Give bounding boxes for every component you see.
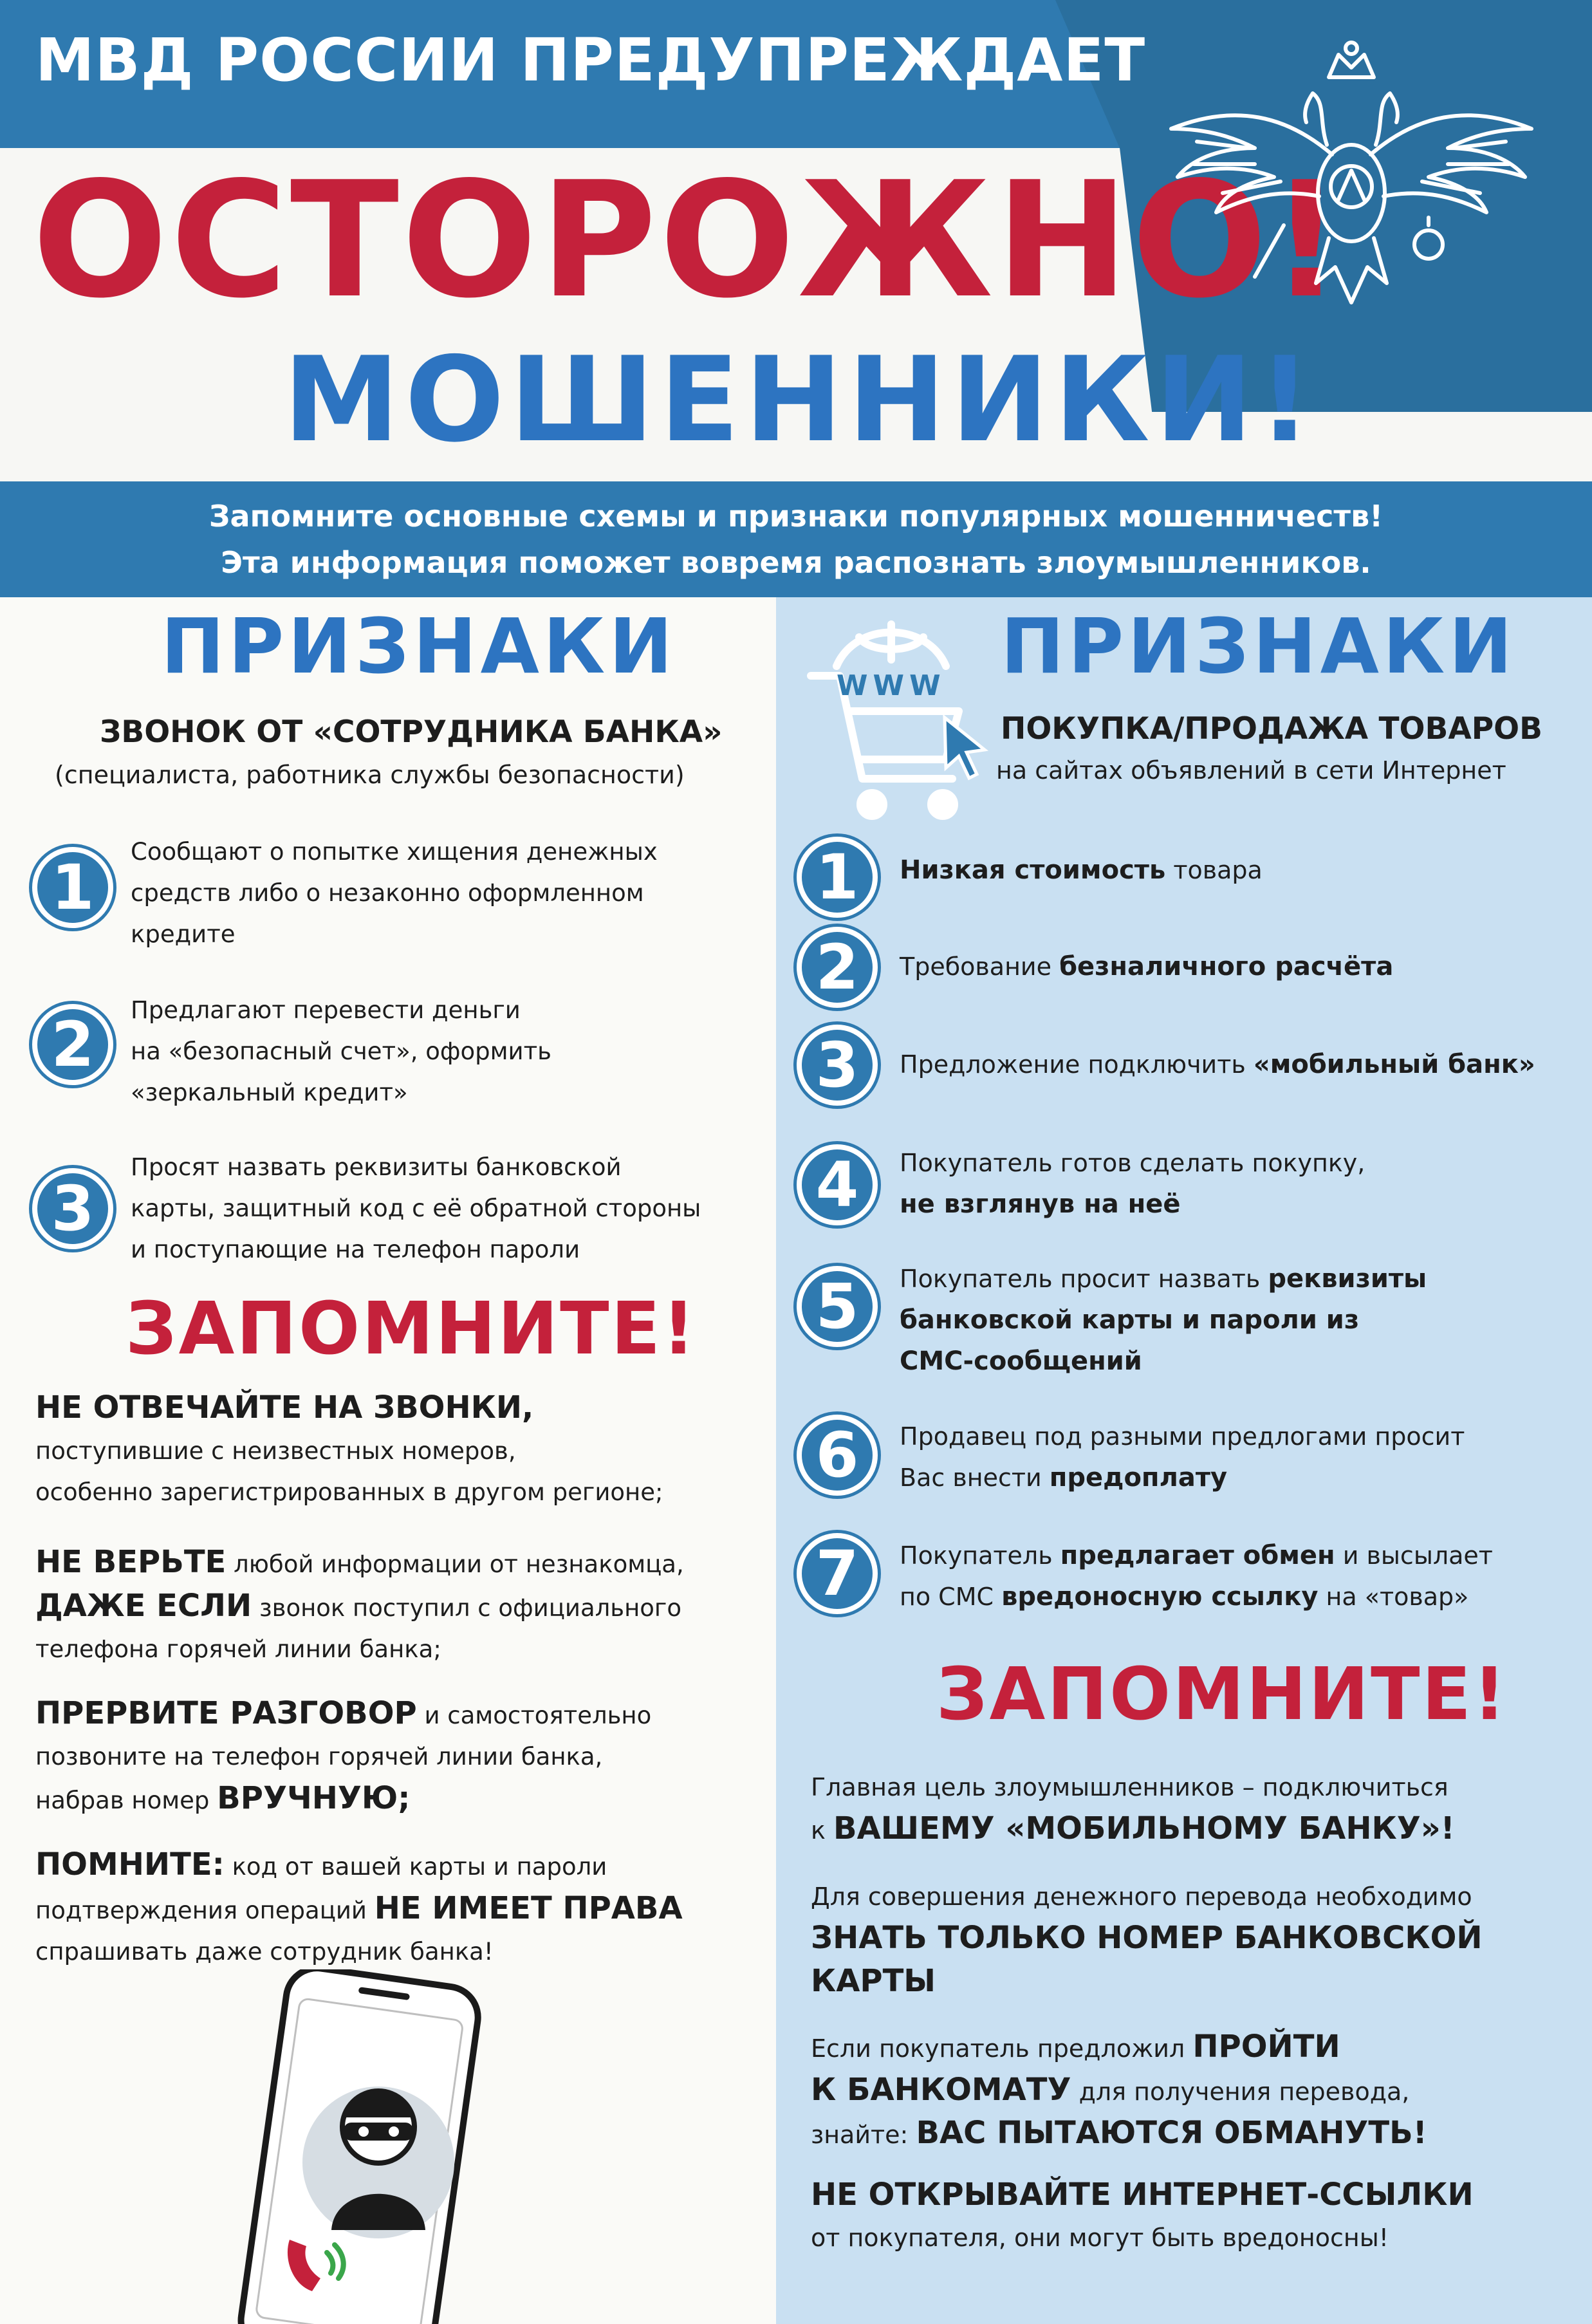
intro-band bbox=[0, 481, 1592, 597]
right-item-2: Требование безналичного расчёта bbox=[900, 952, 1394, 981]
right-item-3: Предложение подключить «мобильный банк» bbox=[900, 1050, 1535, 1079]
left-remember-4: ПОМНИТЕ: код от вашей карты и пароли подтверждения операций НЕ ИМЕЕТ ПРАВА спрашивать даже сотрудник банка! bbox=[35, 1846, 683, 1966]
left-remember-2: НЕ ВЕРЬТЕ любой информации от незнакомца, ДАЖЕ ЕСЛИ звонок поступил с официального телефона горячей линии банка; bbox=[35, 1544, 684, 1663]
right-subtitle: ПОКУПКА/ПРОДАЖА ТОВАРОВ bbox=[1001, 711, 1542, 747]
left-remember-3: ПРЕРВИТЕ РАЗГОВОР и самостоятельно позвоните на телефон горячей линии банка, набрав номер ВРУЧНУЮ; bbox=[35, 1695, 652, 1816]
right-item-2-number: 2 bbox=[797, 927, 878, 1008]
left-remember-1: НЕ ОТВЕЧАЙТЕ НА ЗВОНКИ, поступившие с неизвестных номеров, особенно зарегистрированных в другом регионе; bbox=[35, 1390, 663, 1506]
agency-title: МВД РОССИИ ПРЕДУПРЕЖДАЕТ bbox=[35, 26, 1146, 95]
left-subtitle: ЗВОНОК ОТ «СОТРУДНИКА БАНКА» bbox=[100, 714, 723, 750]
left-item-3-number: 3 bbox=[32, 1168, 113, 1249]
right-item-7-number: 7 bbox=[797, 1533, 878, 1614]
right-item-3-number: 3 bbox=[797, 1025, 878, 1106]
right-note: на сайтах объявлений в сети Интернет bbox=[996, 756, 1506, 785]
intro-line-2: Эта информация поможет вовремя распознать злоумышленников. bbox=[221, 545, 1371, 580]
double-headed-eagle-emblem-icon bbox=[1158, 32, 1544, 315]
left-item-2-number: 2 bbox=[32, 1004, 113, 1085]
left-heading: ПРИЗНАКИ bbox=[161, 602, 677, 691]
left-item-1: Сообщают о попытке хищения денежных средств либо о незаконно оформленном кредите bbox=[131, 838, 658, 948]
right-item-5-number: 5 bbox=[797, 1266, 878, 1347]
www-label: WWW bbox=[837, 669, 946, 702]
left-note: (специалиста, работника службы безопасности) bbox=[55, 761, 685, 789]
right-item-6: Продавец под разными предлогами просит Вас внести предоплату bbox=[900, 1422, 1465, 1492]
right-heading: ПРИЗНАКИ bbox=[1001, 602, 1517, 691]
right-remember-3: Если покупатель предложил ПРОЙТИ К БАНКОМАТУ для получения перевода, знайте: ВАС ПЫТАЮТСЯ ОБМАНУТЬ! bbox=[811, 2029, 1427, 2151]
right-item-1-number: 1 bbox=[797, 837, 878, 918]
fraudsters-title: МОШЕННИКИ! bbox=[283, 331, 1317, 468]
phone-scammer-illustration bbox=[206, 1969, 515, 2324]
left-item-1-number: 1 bbox=[32, 847, 113, 928]
shopping-cart-www-icon bbox=[798, 608, 991, 827]
warning-title: ОСТОРОЖНО! bbox=[32, 148, 1346, 333]
intro-line-1: Запомните основные схемы и признаки популярных мошенничеств! bbox=[208, 499, 1384, 534]
right-remember-heading: ЗАПОМНИТЕ! bbox=[936, 1653, 1508, 1736]
right-item-4-number: 4 bbox=[797, 1144, 878, 1225]
right-item-5: Покупатель просит назвать реквизиты банковской карты и пароли из СМС-сообщений bbox=[900, 1264, 1427, 1376]
right-item-6-number: 6 bbox=[797, 1415, 878, 1496]
right-item-7: Покупатель предлагает обмен и высылает по СМС вредоносную ссылку на «товар» bbox=[900, 1541, 1493, 1612]
left-remember-heading: ЗАПОМНИТЕ! bbox=[125, 1287, 698, 1371]
right-remember-1: Главная цель злоумышленников – подключиться к ВАШЕМУ «МОБИЛЬНОМУ БАНКУ»! bbox=[811, 1773, 1455, 1846]
left-item-2: Предлагают перевести деньги на «безопасный счет», оформить «зеркальный кредит» bbox=[131, 996, 551, 1106]
right-item-1: Низкая стоимость товара bbox=[900, 855, 1263, 885]
right-remember-2: Для совершения денежного перевода необходимо ЗНАТЬ ТОЛЬКО НОМЕР БАНКОВСКОЙ КАРТЫ bbox=[811, 1882, 1483, 1999]
right-remember-4: НЕ ОТКРЫВАЙТЕ ИНТЕРНЕТ-ССЫЛКИ от покупателя, они могут быть вредоносны! bbox=[811, 2177, 1474, 2252]
right-item-4: Покупатель готов сделать покупку, не взглянув на неё bbox=[900, 1149, 1365, 1219]
left-item-3: Просят назвать реквизиты банковской карты, защитный код с её обратной стороны и поступающие на телефон пароли bbox=[131, 1153, 701, 1263]
